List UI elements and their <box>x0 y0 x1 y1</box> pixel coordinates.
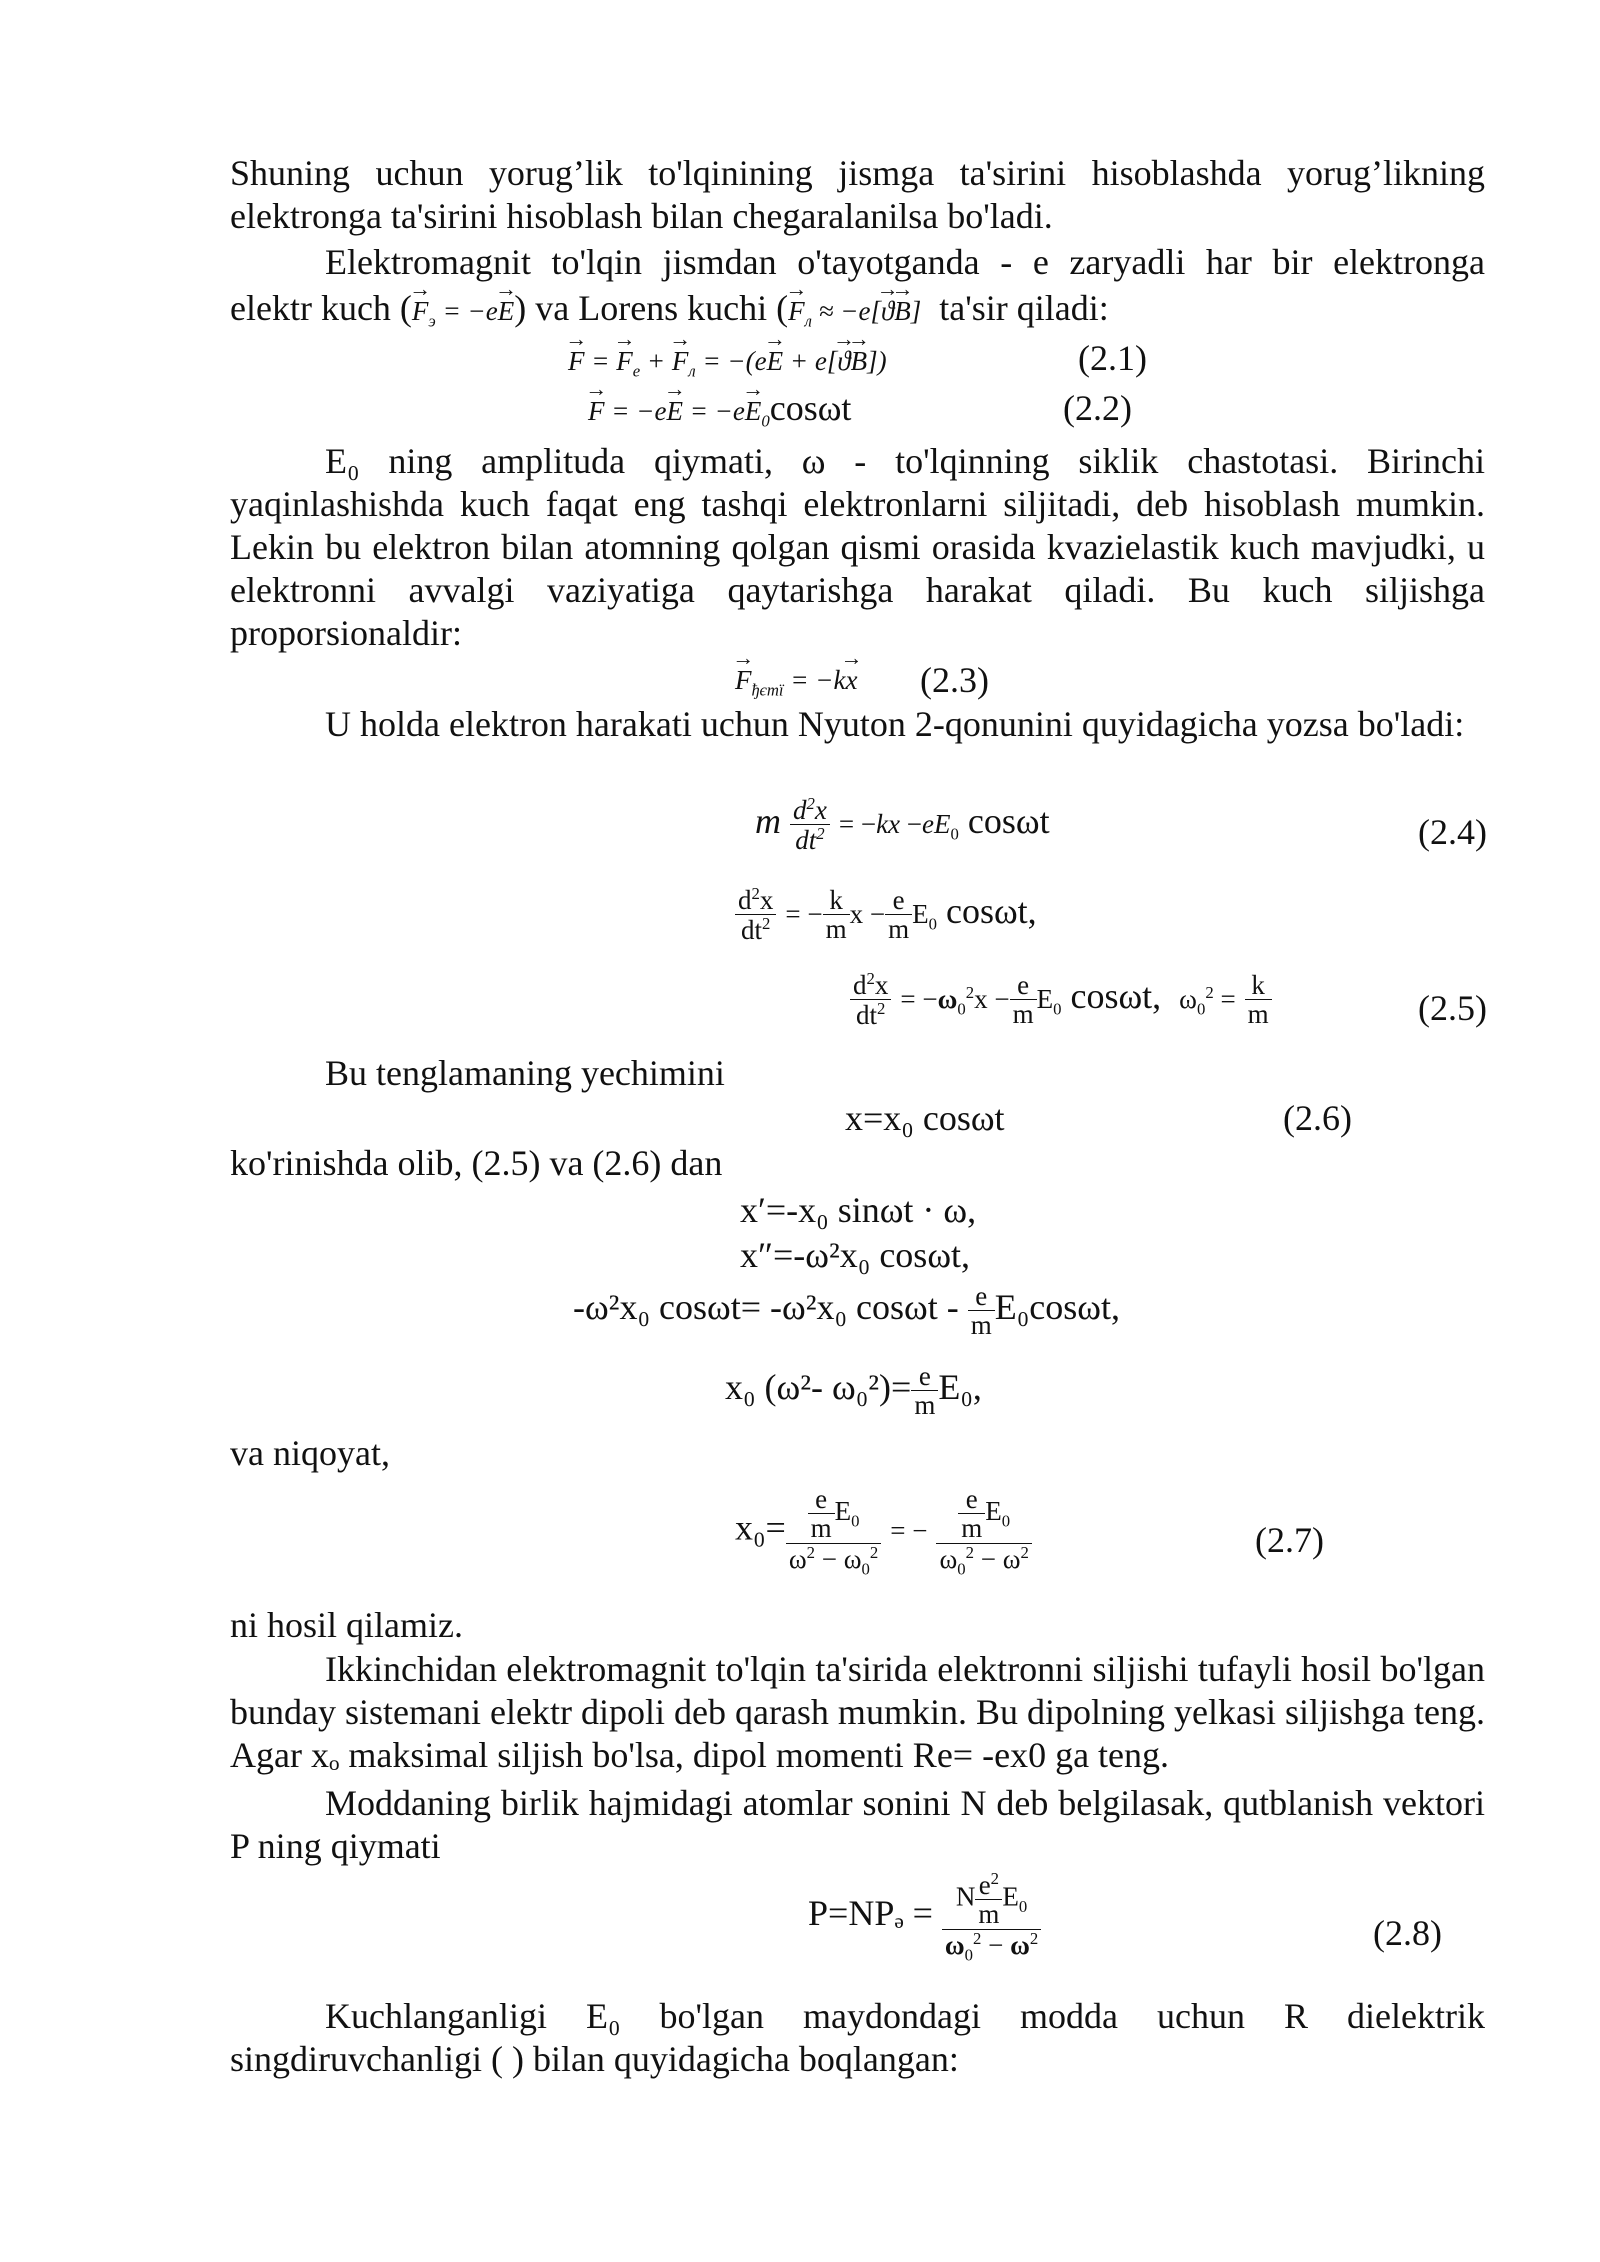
paragraph-from: ko'rinishda olib, (2.5) va (2.6) dan <box>230 1143 723 1183</box>
paragraph-intro: Shuning uchun yorug’lik to'lqinining jismga ta'sirini hisoblashda yorug’likning elektronga ta'sirini hisoblash bilan chegaralanilsa bo'ladi. <box>230 153 1485 236</box>
equation-2-1-number: (2.1) <box>1078 338 1147 378</box>
derivation-first-derivative: x′=-x₀ sinωt · ω, <box>740 1190 977 1230</box>
equation-2-7-number: (2.7) <box>1255 1520 1324 1560</box>
text-electric-force: elektr kuch ( <box>230 288 412 328</box>
equation-2-7: x₀= $\frac{e}{m}$ $E_0$ $\omega^2 - \omega_0^2$ = − $\frac{e}{m}$ $E_0$ $\omega_0^2 - \omega^2$ <box>735 1485 1032 1578</box>
paragraph-newton: U holda elektron harakati uchun Nyuton 2-qonunini quyidagicha yozsa bo'ladi: <box>325 704 1465 744</box>
text-lorentz-force: ) va Lorens kuchi ( <box>514 288 789 328</box>
derivation-second-derivative: x″=-ω²x₀ cosωt, <box>740 1235 971 1275</box>
equation-2-5-number: (2.5) <box>1418 988 1487 1028</box>
paragraph-dipole: Ikkinchidan elektromagnit to'lqin ta'sirida elektronni siljishi tufayli hosil bo'lgan bunday sistemani elektr dipoli deb qarash mumkin. Bu dipolning yelkasi siljishga teng. Agar xₒ maksimal siljish bo'lsa, dipol momenti Re= -ex0 ga teng. <box>230 1649 1485 1775</box>
equation-second-form: $\frac{d^2x}{dt^2}$ = − $\frac{k}{m}$ x − $\frac{e}{m}$ $E_0$ cosωt, <box>735 885 1037 945</box>
paragraph-lorentz-line1: Elektromagnit to'lqin jismdan o'tayotganda - e zaryadli har bir elektronga <box>325 242 1485 282</box>
paragraph-solution: Bu tenglamaning yechimini <box>325 1053 725 1093</box>
equation-2-2: → $F = -e\to E = -e\to E_0\cos\omega t$ <box>588 388 851 441</box>
paragraph-polarization: Moddaning birlik hajmidagi atomlar sonini N deb belgilasak, qutblanish vektori P ning qiymati <box>230 1783 1485 1866</box>
equation-2-1: → F = → $F_e$ + → $F_л = -(e\to E + e[\to ϑ\to B])$ <box>568 338 887 391</box>
formula-electric-force: → $F_э = -e\to E$ <box>412 296 514 326</box>
derivation-amplitude: x₀ (ω²- ω₀²)= $\frac{e}{m}$ E₀, <box>725 1361 982 1421</box>
equation-2-6: x=x₀ cosωt <box>845 1098 1005 1138</box>
equation-2-3: → $F_{ђєтї} = -k\to x$ <box>735 657 857 710</box>
equation-2-8-number: (2.8) <box>1373 1913 1442 1953</box>
equation-2-8: P=NPₔ = N $\frac{e^2}{m}$ $E_0$ $\omega_0^2 - \omega^2$ <box>808 1870 1041 1964</box>
paragraph-obtain: ni hosil qilamiz. <box>230 1605 463 1645</box>
text-acts: ta'sir qiladi: <box>939 288 1109 328</box>
equation-2-4-number: (2.4) <box>1418 812 1487 852</box>
equation-2-6-number: (2.6) <box>1283 1098 1352 1138</box>
equation-2-2-number: (2.2) <box>1063 388 1132 428</box>
equation-2-5: $\frac{d^2x}{dt^2}$ = $-\omega_0^2x$ − $\frac{e}{m}$ $E_0$ cosωt, $\omega_0^2$ = $\frac{k}{m}$ <box>850 970 1272 1030</box>
formula-lorentz-force: → $F_л \approx -e[\to ϑ\to B]$ <box>788 296 921 326</box>
paragraph-dielectric: Kuchlanganligi E₀ bo'lgan maydondagi modda uchun R dielektrik singdiruvchanligi ( ) bilan quyidagicha boqlangan: <box>230 1996 1485 2079</box>
paragraph-amplitude: E₀ ning amplituda qiymati, ω - to'lqinning siklik chastotasi. Birinchi yaqinlashishda kuch faqat eng tashqi elektronlarni siljitadi, deb hisoblash mumkin. Lekin bu elektron bilan atomning qolgan qismi orasida kvazielastik kuch mavjudki, u elektronni avvalgi vaziyatiga qaytarishga harakat qiladi. Bu kuch siljishga proporsionaldir: <box>230 441 1485 653</box>
equation-2-4: m $\frac{d^2x}{dt^2}$ = $-kx -eE_0$ cosωt <box>755 794 1050 856</box>
paragraph-finally: va niqoyat, <box>230 1433 390 1473</box>
derivation-substitution: -ω²x₀ cosωt= -ω²x₀ cosωt - $\frac{e}{m}$ E₀cosωt, <box>573 1281 1120 1341</box>
equation-2-3-number: (2.3) <box>920 660 989 700</box>
